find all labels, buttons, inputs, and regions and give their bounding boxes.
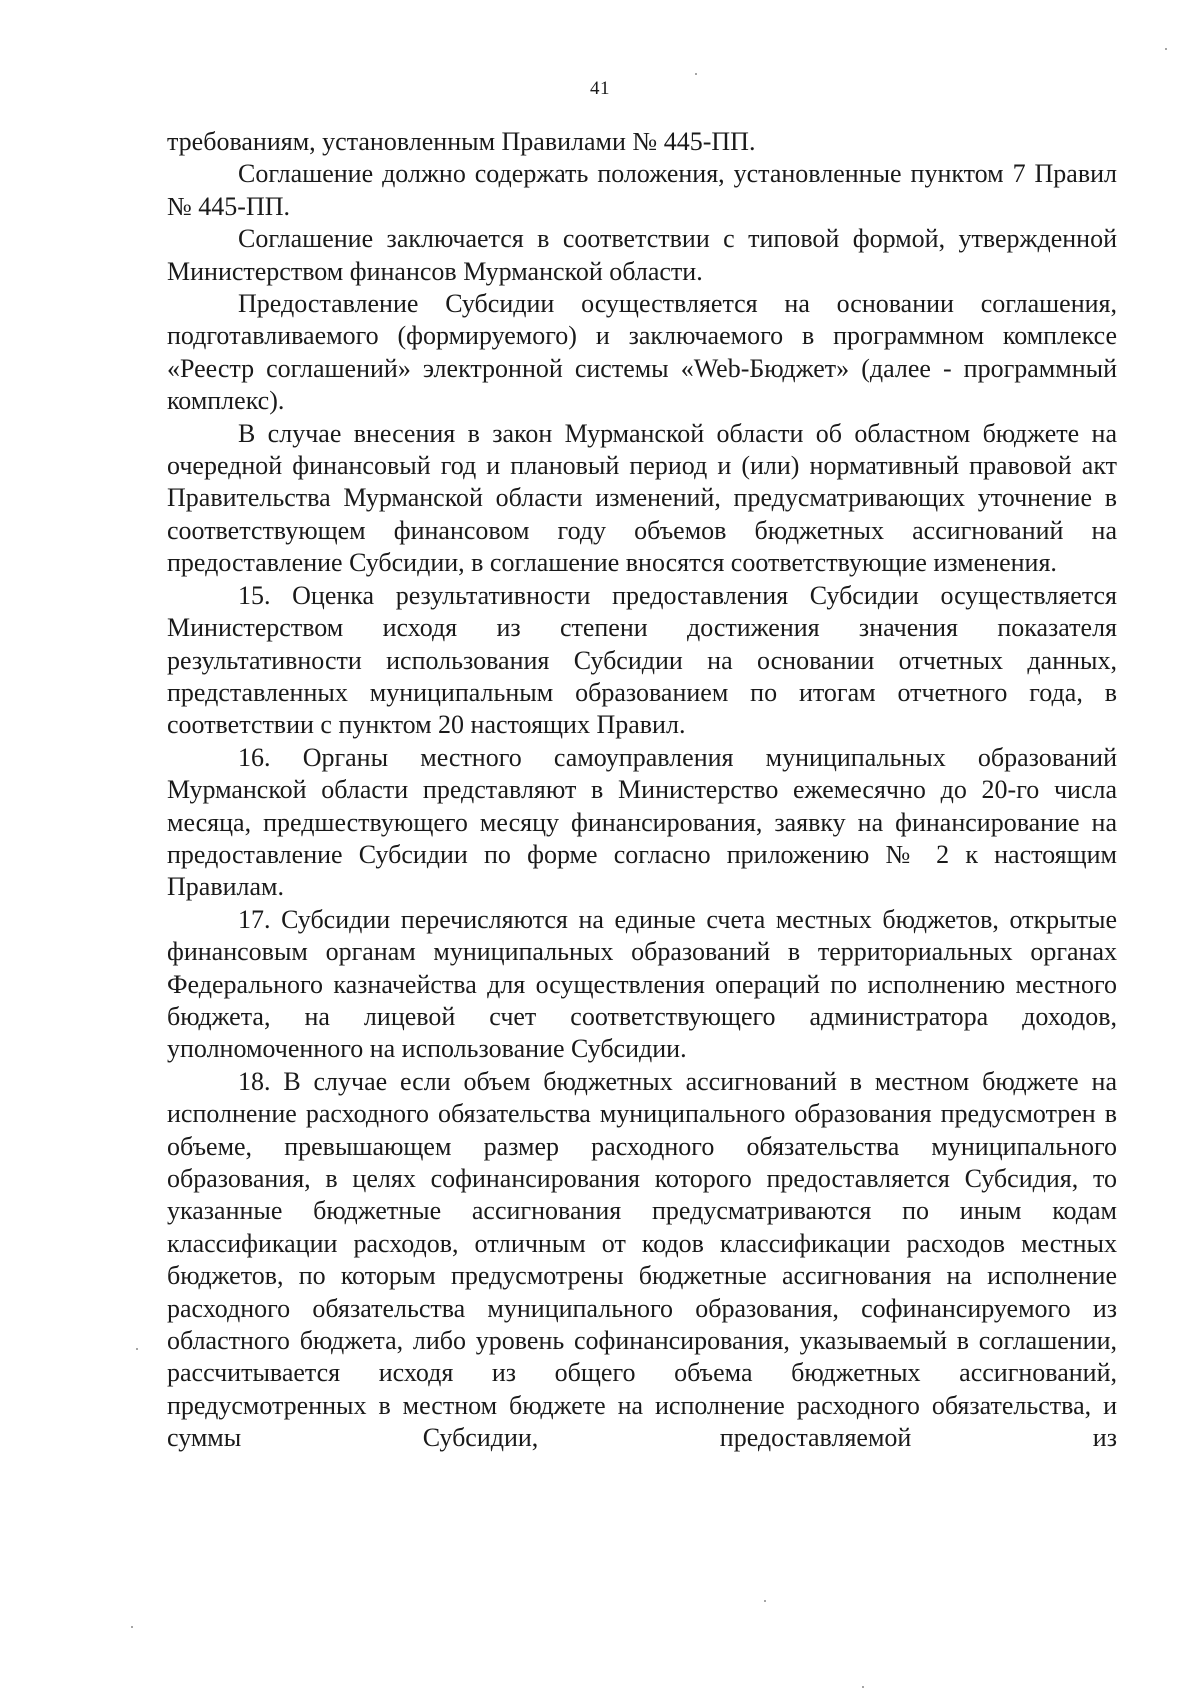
paragraph: 17. Субсидии перечисляются на единые счета местных бюджетов, открытые финансовым органам муниципальных образований в территориальных органах Федерального казначейства для осуществления операций по исполнению местного бюджета, на лицевой счет соответствующего администратора доходов, уполномоченного на использование Субсидии. [167, 904, 1117, 1064]
paragraph: Соглашение заключается в соответствии с типовой формой, утвержденной Министерством финансов Мурманской области. [167, 224, 1117, 286]
paragraph: требованиям, установленным Правилами № 445-ПП. [167, 127, 756, 156]
scan-speck [862, 1686, 864, 1688]
document-body [167, 126, 1117, 1455]
paragraph: В случае внесения в закон Мурманской области об областном бюджете на очередной финансовый год и плановый период и (или) нормативный правовой акт Правительства Мурманской области изменений, предусматривающих уточнение в соответствующем финансовом году объемов бюджетных ассигнований на предоставление Субсидии, в соглашение вносятся соответствующие изменения. [167, 418, 1117, 578]
paragraph: Соглашение должно содержать положения, установленные пунктом 7 Правил № 445-ПП. [167, 159, 1117, 221]
page-number: 41 [590, 78, 610, 99]
scan-speck [131, 1626, 133, 1628]
scan-speck [695, 73, 697, 75]
paragraph: 18. В случае если объем бюджетных ассигнований в местном бюджете на исполнение расходного обязательства муниципального образования предусмотрен в объеме, превышающем размер расходного обязательства муниципального образования, в целях софинансирования которого предоставляется Субсидия, то указанные бюджетные ассигнования предусматриваются по иным кодам классификации расходов, отличным от кодов классификации расходов местных бюджетов, по которым предусмотрены бюджетные ассигнования на исполнение расходного обязательства муниципального образования, софинансируемого из областного бюджета, либо уровень софинансирования, указываемый в соглашении, рассчитывается исходя из общего объема бюджетных ассигнований, предусмотренных в местном бюджете на исполнение расходного обязательства, и суммы Субсидии, предоставляемой из [167, 1066, 1117, 1453]
paragraph: Предоставление Субсидии осуществляется на основании соглашения, подготавливаемого (формируемого) и заключаемого в программном комплексе «Реестр соглашений» электронной системы «Web-Бюджет» (далее - программный комплекс). [167, 289, 1117, 416]
paragraph: 15. Оценка результативности предоставления Субсидии осуществляется Министерством исходя из степени достижения значения показателя результативности использования Субсидии на основании отчетных данных, представленных муниципальным образованием по итогам отчетного года, в соответствии с пунктом 20 настоящих Правил. [167, 580, 1117, 740]
scan-speck [136, 1348, 138, 1350]
scan-speck [1165, 48, 1167, 50]
paragraph: 16. Органы местного самоуправления муниципальных образований Мурманской области представляют в Министерство ежемесячно до 20-го числа месяца, предшествующего месяцу финансирования, заявку на финансирование на предоставление Субсидии по форме согласно приложению № 2 к настоящим Правилам. [167, 742, 1117, 902]
scan-speck [764, 1600, 766, 1602]
